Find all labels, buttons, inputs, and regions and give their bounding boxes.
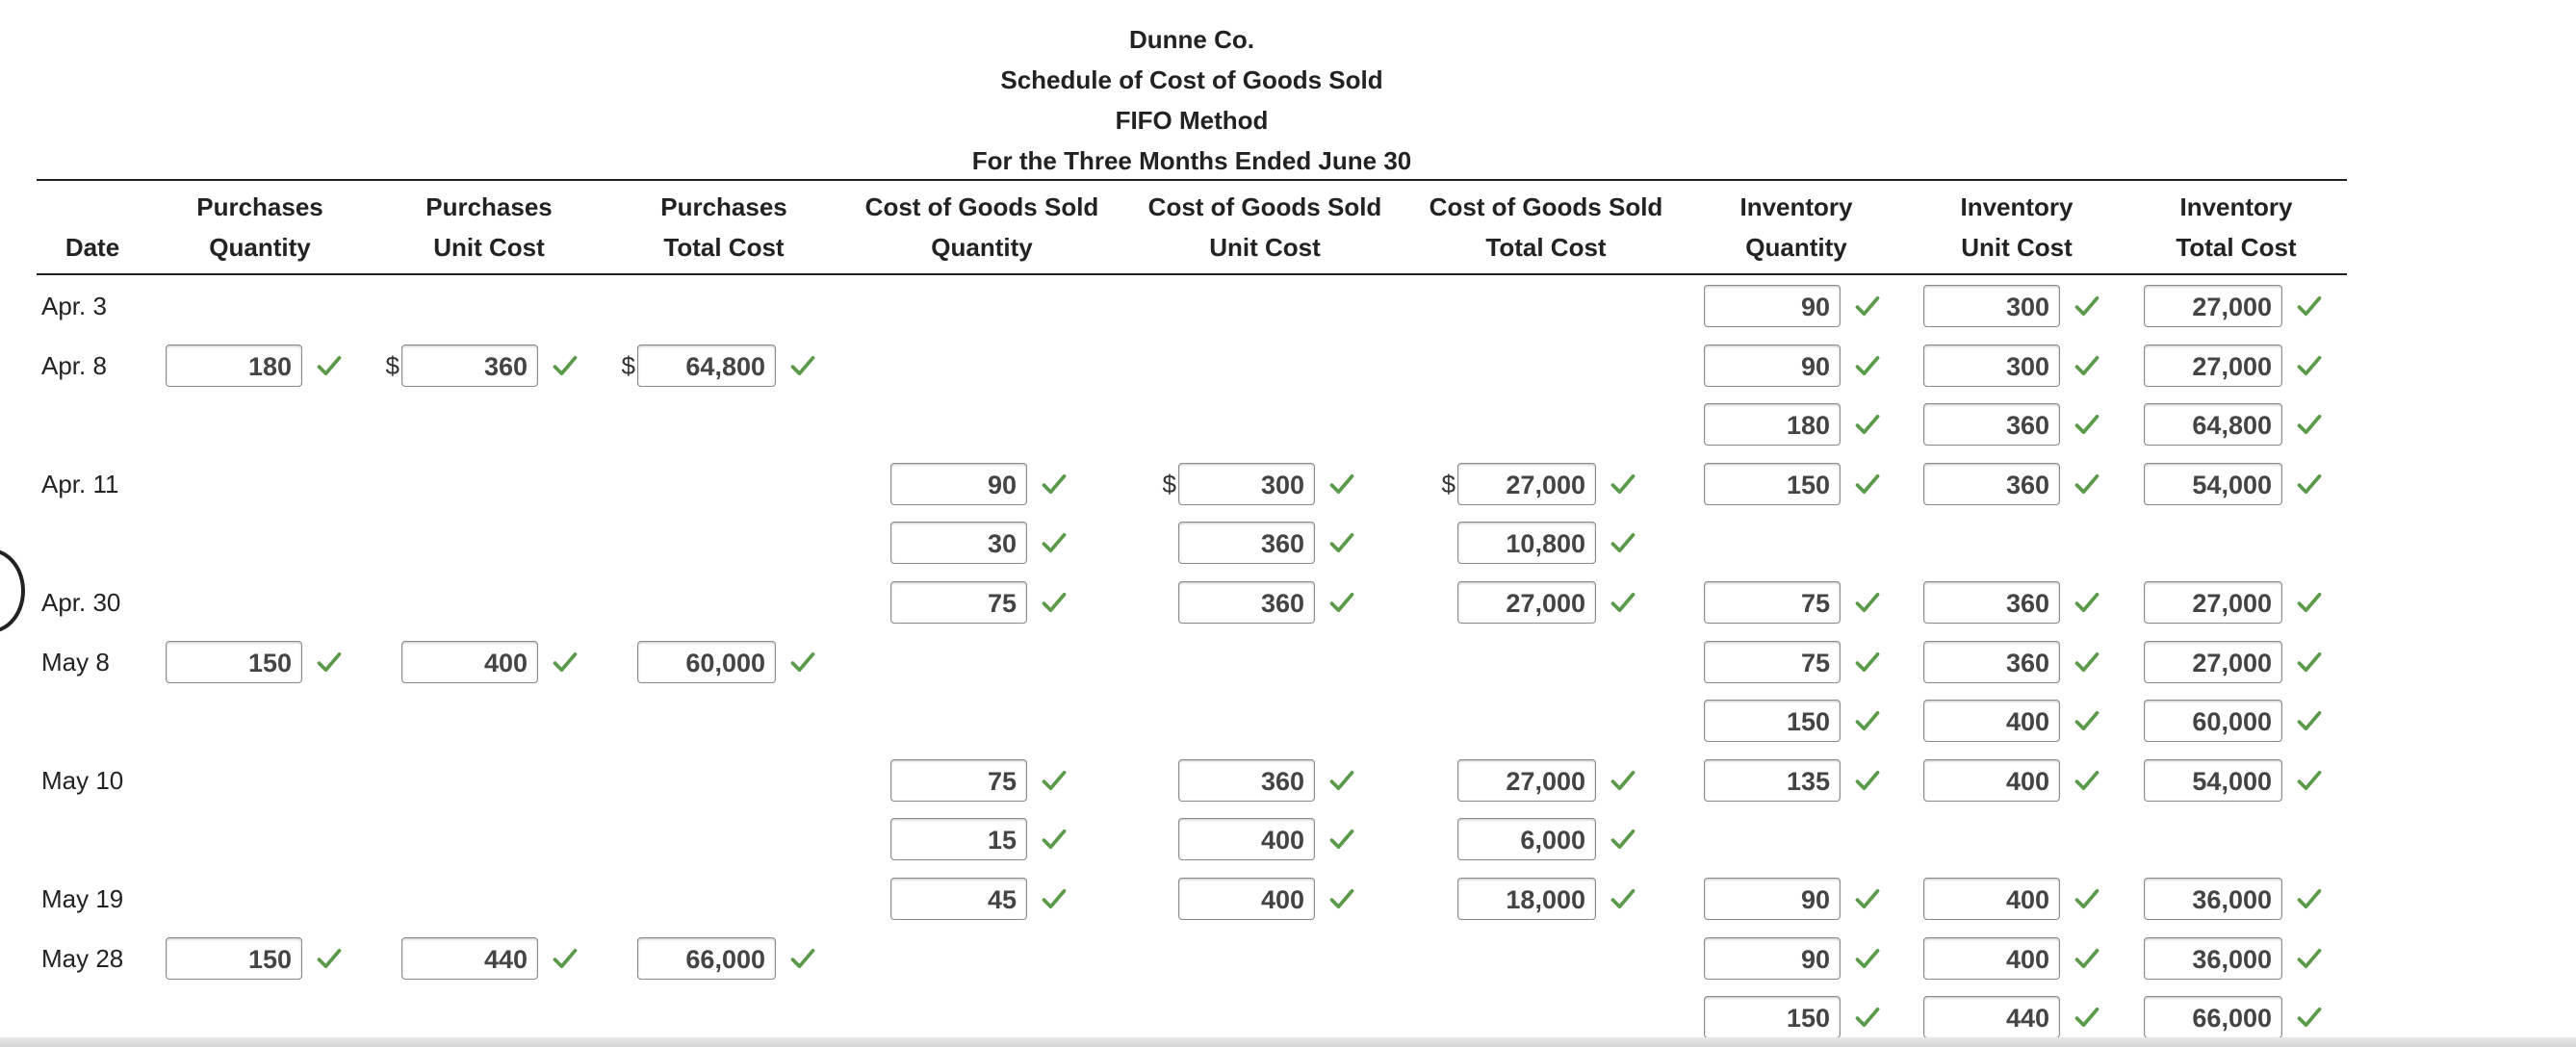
cogs-quantity-input[interactable]: 30 (890, 522, 1027, 564)
checkmark-icon (2296, 766, 2323, 795)
checkmark-icon (1041, 766, 1068, 795)
inventory-quantity-input[interactable]: 90 (1704, 285, 1841, 327)
cogs-total-cost-input[interactable]: 10,800 (1457, 522, 1596, 564)
inventory-total-cost-input[interactable]: 27,000 (2144, 285, 2282, 327)
inventory-quantity-input[interactable]: 180 (1704, 403, 1841, 446)
inventory-total-cost-input[interactable]: 36,000 (2144, 937, 2282, 980)
inventory-quantity-input[interactable]: 90 (1704, 345, 1841, 387)
header-purchases-total-1: Purchases (660, 192, 787, 221)
checkmark-icon (1610, 825, 1636, 854)
inventory-unit-cost-cell (1923, 336, 2100, 396)
dollar-sign: $ (1441, 469, 1455, 498)
checkmark-icon (2296, 1003, 2323, 1032)
purchases-quantity-cell (166, 632, 343, 692)
inventory-total-cost-input[interactable]: 64,800 (2144, 403, 2282, 446)
checkmark-icon (2296, 351, 2323, 380)
checkmark-icon (1854, 944, 1881, 973)
inventory-quantity-cell (1704, 632, 1881, 692)
row-date: Apr. 3 (41, 292, 107, 320)
cogs-quantity-cell (890, 809, 1068, 869)
inventory-quantity-cell (1704, 929, 1881, 988)
cogs-unit-cost-cell (1178, 751, 1355, 810)
purchases-quantity-input[interactable]: 150 (166, 937, 302, 980)
header-top-rule (37, 179, 2347, 181)
inventory-total-cost-cell (2144, 395, 2323, 454)
inventory-quantity-input[interactable]: 150 (1704, 700, 1841, 742)
cogs-unit-cost-input[interactable]: 400 (1178, 818, 1315, 860)
company-name: Dunne Co. (1129, 25, 1254, 54)
cogs-quantity-input[interactable]: 75 (890, 759, 1027, 802)
header-inventory-total-2: Total Cost (2176, 233, 2297, 262)
checkmark-icon (2296, 292, 2323, 320)
inventory-quantity-input[interactable]: 150 (1704, 463, 1841, 505)
checkmark-icon (1854, 884, 1881, 913)
purchases-unit-cost-input[interactable]: 440 (401, 937, 538, 980)
row-date: Apr. 11 (41, 470, 119, 498)
checkmark-icon (1041, 470, 1068, 498)
inventory-quantity-cell (1704, 454, 1881, 514)
header-purchases-qty-2: Quantity (209, 233, 311, 262)
row-date: Apr. 30 (41, 588, 121, 617)
header-cogs-total-2: Total Cost (1485, 233, 1607, 262)
cogs-quantity-input[interactable]: 15 (890, 818, 1027, 860)
checkmark-icon (2296, 588, 2323, 617)
cogs-quantity-input[interactable]: 90 (890, 463, 1027, 505)
inventory-unit-cost-cell (1923, 276, 2100, 336)
cogs-total-cost-input[interactable]: 18,000 (1457, 878, 1596, 920)
header-purchases-unit-1: Purchases (425, 192, 553, 221)
checkmark-icon (789, 351, 816, 380)
cogs-unit-cost-cell (1178, 809, 1355, 869)
checkmark-icon (1610, 588, 1636, 617)
inventory-quantity-cell (1704, 751, 1881, 810)
inventory-quantity-cell (1704, 869, 1881, 929)
schedule-name: Schedule of Cost of Goods Sold (1000, 65, 1383, 94)
checkmark-icon (1854, 588, 1881, 617)
header-bottom-rule (37, 273, 2347, 275)
purchases-unit-cost-input[interactable]: 400 (401, 641, 538, 683)
inventory-unit-cost-input[interactable]: 400 (1923, 700, 2060, 742)
method-name: FIFO Method (1115, 106, 1269, 135)
purchases-total-cost-cell (637, 929, 816, 988)
inventory-quantity-input[interactable]: 90 (1704, 937, 1841, 980)
inventory-quantity-cell (1704, 691, 1881, 751)
row-date: May 8 (41, 648, 110, 677)
cogs-quantity-cell (890, 573, 1068, 632)
inventory-quantity-input[interactable]: 90 (1704, 878, 1841, 920)
checkmark-icon (1041, 528, 1068, 557)
inventory-quantity-input[interactable]: 150 (1704, 996, 1841, 1038)
checkmark-icon (316, 351, 343, 380)
inventory-unit-cost-input[interactable]: 300 (1923, 345, 2060, 387)
checkmark-icon (1041, 825, 1068, 854)
checkmark-icon (2074, 944, 2100, 973)
checkmark-icon (2074, 292, 2100, 320)
cogs-total-cost-cell (1457, 573, 1636, 632)
cogs-quantity-cell (890, 869, 1068, 929)
checkmark-icon (2296, 470, 2323, 498)
inventory-total-cost-input[interactable]: 36,000 (2144, 878, 2282, 920)
purchases-quantity-input[interactable]: 150 (166, 641, 302, 683)
checkmark-icon (1610, 884, 1636, 913)
inventory-total-cost-input[interactable]: 66,000 (2144, 996, 2282, 1038)
cogs-total-cost-input[interactable]: 6,000 (1457, 818, 1596, 860)
cogs-total-cost-cell (1438, 454, 1636, 514)
window-bottom-edge (0, 1037, 2576, 1047)
checkmark-icon (1610, 528, 1636, 557)
header-purchases-unit-2: Unit Cost (433, 233, 545, 262)
inventory-unit-cost-cell (1923, 869, 2100, 929)
cogs-total-cost-cell (1457, 751, 1636, 810)
purchases-unit-cost-cell (382, 336, 579, 396)
cogs-unit-cost-input[interactable]: 300 (1178, 463, 1315, 505)
checkmark-icon (2074, 648, 2100, 677)
checkmark-icon (2074, 351, 2100, 380)
purchases-total-cost-input[interactable]: 64,800 (637, 345, 776, 387)
cogs-total-cost-input[interactable]: 27,000 (1457, 581, 1596, 624)
checkmark-icon (2074, 766, 2100, 795)
checkmark-icon (1328, 588, 1355, 617)
cogs-unit-cost-input[interactable]: 360 (1178, 581, 1315, 624)
inventory-total-cost-cell (2144, 929, 2323, 988)
inventory-unit-cost-input[interactable]: 360 (1923, 581, 2060, 624)
inventory-total-cost-input[interactable]: 27,000 (2144, 581, 2282, 624)
inventory-total-cost-input[interactable]: 54,000 (2144, 759, 2282, 802)
inventory-quantity-cell (1704, 573, 1881, 632)
checkmark-icon (1854, 766, 1881, 795)
checkmark-icon (1854, 706, 1881, 735)
checkmark-icon (316, 944, 343, 973)
header-inventory-unit-2: Unit Cost (1961, 233, 2073, 262)
checkmark-icon (2296, 884, 2323, 913)
header-inventory-total-1: Inventory (2179, 192, 2293, 221)
inventory-total-cost-input[interactable]: 60,000 (2144, 700, 2282, 742)
checkmark-icon (2296, 706, 2323, 735)
checkmark-icon (316, 648, 343, 677)
inventory-total-cost-cell (2144, 454, 2323, 514)
checkmark-icon (1328, 884, 1355, 913)
inventory-unit-cost-input[interactable]: 400 (1923, 937, 2060, 980)
cogs-unit-cost-input[interactable]: 360 (1178, 522, 1315, 564)
checkmark-icon (1854, 1003, 1881, 1032)
cogs-unit-cost-cell (1159, 454, 1355, 514)
purchases-quantity-input[interactable]: 180 (166, 345, 302, 387)
inventory-quantity-cell (1704, 276, 1881, 336)
checkmark-icon (1854, 410, 1881, 439)
cogs-quantity-cell (890, 454, 1068, 514)
inventory-total-cost-cell (2144, 632, 2323, 692)
inventory-unit-cost-cell (1923, 454, 2100, 514)
header-cogs-qty-2: Quantity (931, 233, 1033, 262)
header-inventory-unit-1: Inventory (1960, 192, 2074, 221)
inventory-unit-cost-cell (1923, 691, 2100, 751)
purchases-total-cost-cell (618, 336, 816, 396)
inventory-total-cost-cell (2144, 276, 2323, 336)
header-inventory-qty-2: Quantity (1745, 233, 1847, 262)
schedule-title (0, 19, 2383, 181)
checkmark-icon (552, 944, 579, 973)
checkmark-icon (2074, 1003, 2100, 1032)
inventory-unit-cost-cell (1923, 929, 2100, 988)
checkmark-icon (2074, 470, 2100, 498)
checkmark-icon (1328, 766, 1355, 795)
inventory-unit-cost-input[interactable]: 400 (1923, 759, 2060, 802)
checkmark-icon (2074, 588, 2100, 617)
inventory-total-cost-input[interactable]: 27,000 (2144, 345, 2282, 387)
checkmark-icon (2296, 944, 2323, 973)
purchases-unit-cost-cell (401, 632, 579, 692)
row-date: May 19 (41, 884, 124, 913)
checkmark-icon (2074, 706, 2100, 735)
checkmark-icon (1854, 351, 1881, 380)
inventory-quantity-input[interactable]: 135 (1704, 759, 1841, 802)
inventory-total-cost-cell (2144, 336, 2323, 396)
dollar-sign: $ (621, 350, 635, 380)
checkmark-icon (1328, 470, 1355, 498)
inventory-quantity-cell (1704, 395, 1881, 454)
checkmark-icon (1854, 648, 1881, 677)
purchases-quantity-cell (166, 336, 343, 396)
checkmark-icon (2296, 648, 2323, 677)
dollar-sign: $ (1162, 469, 1176, 498)
inventory-unit-cost-input[interactable]: 360 (1923, 641, 2060, 683)
checkmark-icon (2074, 884, 2100, 913)
purchases-unit-cost-input[interactable]: 360 (401, 345, 538, 387)
header-inventory-qty-1: Inventory (1739, 192, 1853, 221)
inventory-unit-cost-input[interactable]: 440 (1923, 996, 2060, 1038)
cogs-unit-cost-input[interactable]: 360 (1178, 759, 1315, 802)
cogs-total-cost-cell (1457, 809, 1636, 869)
inventory-quantity-input[interactable]: 75 (1704, 581, 1841, 624)
inventory-unit-cost-cell (1923, 395, 2100, 454)
cogs-quantity-input[interactable]: 75 (890, 581, 1027, 624)
cogs-total-cost-input[interactable]: 27,000 (1457, 759, 1596, 802)
checkmark-icon (1041, 588, 1068, 617)
purchases-unit-cost-cell (401, 929, 579, 988)
header-cogs-unit-2: Unit Cost (1209, 233, 1321, 262)
header-purchases-qty-1: Purchases (196, 192, 323, 221)
checkmark-icon (789, 648, 816, 677)
checkmark-icon (1328, 825, 1355, 854)
checkmark-icon (2074, 410, 2100, 439)
inventory-quantity-cell (1704, 336, 1881, 396)
cogs-quantity-input[interactable]: 45 (890, 878, 1027, 920)
cogs-total-cost-cell (1457, 513, 1636, 573)
header-cogs-qty-1: Cost of Goods Sold (864, 192, 1099, 221)
inventory-unit-cost-input[interactable]: 300 (1923, 285, 2060, 327)
purchases-total-cost-input[interactable]: 60,000 (637, 641, 776, 683)
checkmark-icon (1610, 766, 1636, 795)
inventory-unit-cost-cell (1923, 751, 2100, 810)
checkmark-icon (789, 944, 816, 973)
cogs-quantity-cell (890, 751, 1068, 810)
header-cogs-unit-1: Cost of Goods Sold (1147, 192, 1382, 221)
dollar-sign: $ (385, 350, 399, 380)
row-date: May 10 (41, 766, 124, 795)
header-date: Date (64, 233, 120, 262)
cogs-total-cost-cell (1457, 869, 1636, 929)
inventory-total-cost-input[interactable]: 54,000 (2144, 463, 2282, 505)
inventory-unit-cost-cell (1923, 632, 2100, 692)
inventory-total-cost-input[interactable]: 27,000 (2144, 641, 2282, 683)
checkmark-icon (1328, 528, 1355, 557)
inventory-unit-cost-cell (1923, 573, 2100, 632)
checkmark-icon (1854, 470, 1881, 498)
inventory-total-cost-cell (2144, 751, 2323, 810)
purchases-total-cost-cell (637, 632, 816, 692)
inventory-unit-cost-input[interactable]: 360 (1923, 403, 2060, 446)
cogs-unit-cost-input[interactable]: 400 (1178, 878, 1315, 920)
checkmark-icon (1610, 470, 1636, 498)
checkmark-icon (2296, 410, 2323, 439)
header-cogs-total-1: Cost of Goods Sold (1429, 192, 1663, 221)
inventory-total-cost-cell (2144, 869, 2323, 929)
row-date: Apr. 8 (41, 351, 107, 380)
checkmark-icon (552, 351, 579, 380)
cogs-quantity-cell (890, 513, 1068, 573)
inventory-total-cost-cell (2144, 691, 2323, 751)
period-label: For the Three Months Ended June 30 (971, 146, 1412, 175)
cogs-unit-cost-cell (1178, 513, 1355, 573)
cogs-unit-cost-cell (1178, 869, 1355, 929)
partial-circle-decoration (0, 549, 25, 633)
inventory-unit-cost-input[interactable]: 360 (1923, 463, 2060, 505)
inventory-total-cost-cell (2144, 573, 2323, 632)
checkmark-icon (1041, 884, 1068, 913)
header-purchases-total-2: Total Cost (663, 233, 785, 262)
checkmark-icon (1854, 292, 1881, 320)
cogs-unit-cost-cell (1178, 573, 1355, 632)
row-date: May 28 (41, 944, 124, 973)
cogs-total-cost-input[interactable]: 27,000 (1457, 463, 1596, 505)
checkmark-icon (552, 648, 579, 677)
inventory-unit-cost-input[interactable]: 400 (1923, 878, 2060, 920)
purchases-quantity-cell (166, 929, 343, 988)
purchases-total-cost-input[interactable]: 66,000 (637, 937, 776, 980)
inventory-quantity-input[interactable]: 75 (1704, 641, 1841, 683)
